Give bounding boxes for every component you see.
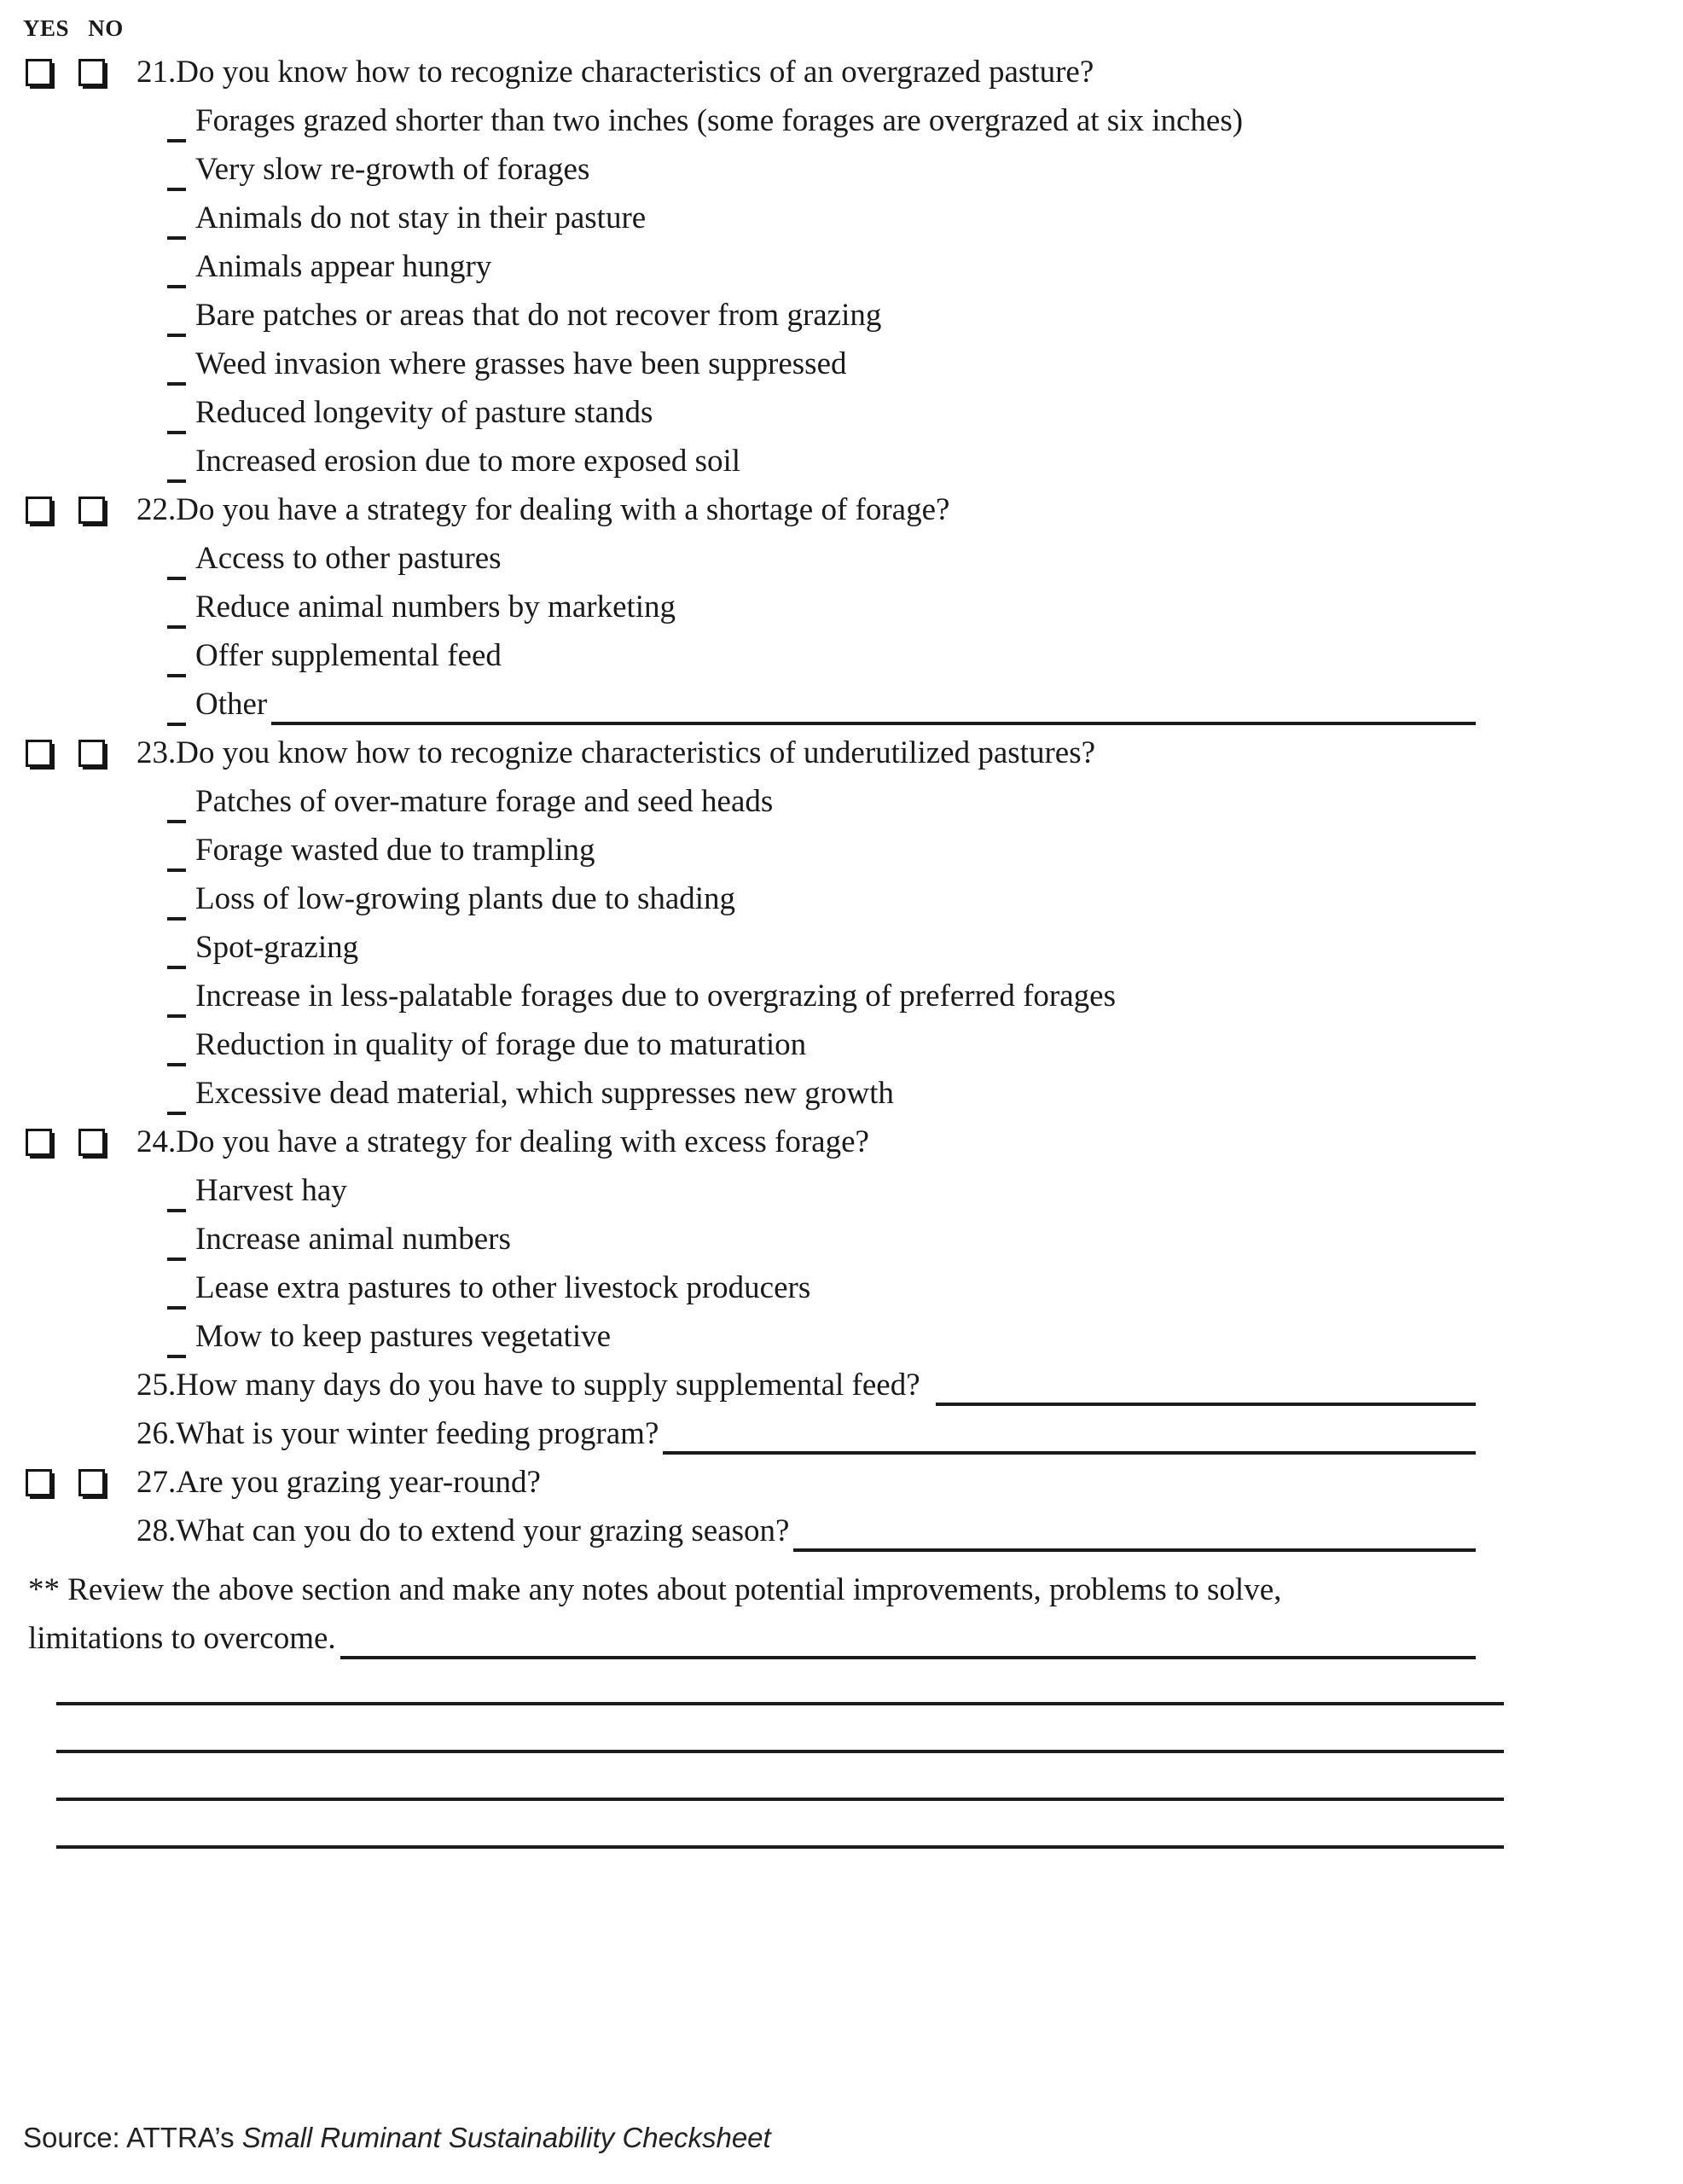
sub-item-text: Very slow re-growth of forages [195, 152, 590, 187]
question-row [0, 1118, 1476, 1166]
sub-item-row [167, 972, 1476, 1020]
sub-item-row [167, 777, 1476, 826]
source-title: Small Ruminant Sustainability Checksheet [241, 2122, 771, 2153]
yes-checkbox[interactable] [26, 1129, 52, 1156]
question-row [0, 1458, 1476, 1507]
sub-item-text: Harvest hay [195, 1173, 347, 1208]
question-number: 28. [136, 1513, 177, 1548]
question-text-wrap [176, 1361, 1476, 1409]
review-instruction-line2: limitations to overcome. [28, 1621, 336, 1656]
sub-item-row [167, 1166, 1476, 1215]
answer-blank-line[interactable] [271, 680, 1476, 725]
check-blank[interactable] [167, 424, 186, 434]
question-text-wrap [176, 1507, 1476, 1555]
sub-item-text: Animals appear hungry [195, 249, 492, 284]
question-text-wrap [176, 1118, 1476, 1166]
question-text: Are you grazing year-round? [176, 1465, 541, 1500]
yes-cell [0, 1118, 78, 1156]
question-row [0, 1361, 1476, 1409]
check-blank[interactable] [167, 1105, 186, 1115]
notes-blank-line[interactable] [340, 1614, 1476, 1659]
question-text-wrap [176, 1458, 1476, 1507]
sub-item-text: Reduce animal numbers by marketing [195, 590, 676, 624]
check-blank[interactable] [167, 1056, 186, 1066]
question-number: 25. [136, 1368, 177, 1403]
yes-checkbox[interactable] [26, 740, 52, 767]
check-blank[interactable] [167, 1348, 186, 1358]
question-text: Do you have a strategy for dealing with excess forage? [176, 1124, 869, 1159]
check-blank[interactable] [167, 1251, 186, 1261]
notes-blank-line[interactable] [56, 1753, 1504, 1801]
sub-item-row [167, 1069, 1476, 1118]
no-cell [78, 729, 136, 767]
notes-blank-line[interactable] [56, 1663, 1504, 1705]
sub-item-text: Offer supplemental feed [195, 638, 502, 673]
notes-blank-line[interactable] [56, 1705, 1504, 1753]
question-row [0, 1507, 1476, 1555]
no-cell [78, 1118, 136, 1156]
sub-item-row [167, 388, 1476, 437]
question-text-wrap [176, 729, 1476, 777]
question-number: 24. [136, 1124, 177, 1159]
no-cell [78, 1458, 136, 1496]
question-number: 27. [136, 1465, 177, 1500]
notes-blank-line[interactable] [56, 1801, 1504, 1849]
check-blank[interactable] [167, 132, 186, 142]
source-attribution [23, 2122, 771, 2154]
check-blank[interactable] [167, 1299, 186, 1310]
sub-item-row [167, 583, 1476, 631]
question-number: 22. [136, 492, 177, 527]
no-cell [78, 485, 136, 524]
question-text: What can you do to extend your grazing season? [176, 1513, 790, 1548]
no-checkbox[interactable] [78, 59, 105, 86]
review-instruction-line1: ** Review the above section and make any notes about potential improvements, problems to solve, [28, 1572, 1282, 1607]
question-row [0, 729, 1476, 777]
check-blank[interactable] [167, 1008, 186, 1018]
yes-checkbox[interactable] [26, 1469, 52, 1496]
sub-item-text: Reduced longevity of pasture stands [195, 395, 653, 430]
check-blank[interactable] [167, 813, 186, 823]
sub-item-row [167, 242, 1476, 291]
review-notes-section [28, 1565, 1476, 1849]
question-text-wrap [176, 485, 1476, 534]
sub-item-text: Lease extra pastures to other livestock producers [195, 1270, 811, 1305]
sub-item-text: Loss of low-growing plants due to shading [195, 881, 736, 916]
sub-item-row [167, 1020, 1476, 1069]
question-text-wrap [176, 1409, 1476, 1458]
source-prefix: Source: ATTRA’s [23, 2122, 242, 2153]
sub-item-row [167, 680, 1476, 729]
yes-cell [0, 48, 78, 86]
sub-item-row [167, 291, 1476, 340]
sub-item-row [167, 145, 1476, 194]
sub-item-text: Increase animal numbers [195, 1222, 511, 1257]
sub-item-text: Other [195, 687, 268, 722]
check-blank[interactable] [167, 181, 186, 191]
no-cell [78, 48, 136, 86]
yes-cell [0, 485, 78, 524]
notes-blank-lines [28, 1663, 1476, 1849]
sub-item-text: Bare patches or areas that do not recover from grazing [195, 298, 882, 333]
yes-cell [0, 729, 78, 767]
check-blank[interactable] [167, 959, 186, 969]
sub-item-text: Access to other pastures [195, 541, 502, 576]
check-blank[interactable] [167, 910, 186, 921]
sub-item-row [167, 1215, 1476, 1263]
question-number: 21. [136, 55, 177, 90]
sub-item-text: Forage wasted due to trampling [195, 833, 595, 868]
check-blank[interactable] [167, 229, 186, 240]
question-text: Do you have a strategy for dealing with a shortage of forage? [176, 492, 950, 527]
sub-item-row [167, 437, 1476, 485]
yes-cell [0, 1458, 78, 1496]
check-blank[interactable] [167, 667, 186, 677]
yes-column-header: YES [23, 15, 70, 41]
sub-item-text: Spot-grazing [195, 930, 359, 965]
yes-no-column-headers [0, 9, 1476, 48]
answer-blank-line[interactable] [663, 1409, 1476, 1455]
sub-item-text: Animals do not stay in their pasture [195, 200, 647, 235]
sub-item-text: Weed invasion where grasses have been suppressed [195, 346, 847, 381]
question-row [0, 48, 1476, 96]
sub-item-row [167, 826, 1476, 874]
no-checkbox[interactable] [78, 497, 105, 524]
answer-blank-line[interactable] [936, 1361, 1476, 1406]
question-text: Do you know how to recognize characteristics of an overgrazed pasture? [176, 55, 1094, 90]
no-column-header: NO [88, 15, 124, 41]
sub-item-text: Increase in less-palatable forages due to overgrazing of preferred forages [195, 979, 1116, 1014]
sub-item-row [167, 874, 1476, 923]
sub-item-row [167, 631, 1476, 680]
question-row [0, 1409, 1476, 1458]
no-checkbox[interactable] [78, 740, 105, 767]
sub-item-text: Forages grazed shorter than two inches (some forages are overgrazed at six inches) [195, 103, 1244, 138]
sub-item-row [167, 96, 1476, 145]
review-instruction-line2-row [28, 1614, 1476, 1663]
answer-blank-line[interactable] [793, 1507, 1476, 1552]
yes-checkbox[interactable] [26, 59, 52, 86]
question-row [0, 485, 1476, 534]
questions-list [0, 48, 1476, 1555]
sub-item-text: Patches of over-mature forage and seed heads [195, 784, 774, 819]
sub-item-row [167, 534, 1476, 583]
check-blank[interactable] [167, 327, 186, 337]
check-blank[interactable] [167, 375, 186, 386]
sub-item-text: Reduction in quality of forage due to maturation [195, 1027, 807, 1062]
check-blank[interactable] [167, 473, 186, 483]
no-checkbox[interactable] [78, 1469, 105, 1496]
no-checkbox[interactable] [78, 1129, 105, 1156]
check-blank[interactable] [167, 570, 186, 580]
yes-checkbox[interactable] [26, 497, 52, 524]
question-text-wrap [176, 48, 1476, 96]
check-blank[interactable] [167, 619, 186, 629]
sub-item-row [167, 923, 1476, 972]
sub-item-row [167, 194, 1476, 242]
check-blank[interactable] [167, 278, 186, 288]
question-number: 26. [136, 1416, 177, 1451]
sub-item-text: Increased erosion due to more exposed soil [195, 444, 741, 479]
question-text: Do you know how to recognize characteristics of underutilized pastures? [176, 735, 1096, 770]
sub-item-row [167, 340, 1476, 388]
sub-item-row [167, 1263, 1476, 1312]
check-blank[interactable] [167, 1202, 186, 1212]
question-text: How many days do you have to supply supplemental feed? [176, 1368, 920, 1403]
sub-item-text: Mow to keep pastures vegetative [195, 1319, 612, 1354]
sub-item-row [167, 1312, 1476, 1361]
check-blank[interactable] [167, 716, 186, 726]
question-text: What is your winter feeding program? [176, 1416, 659, 1451]
question-number: 23. [136, 735, 177, 770]
sub-item-text: Excessive dead material, which suppresses new growth [195, 1076, 894, 1111]
check-blank[interactable] [167, 862, 186, 872]
